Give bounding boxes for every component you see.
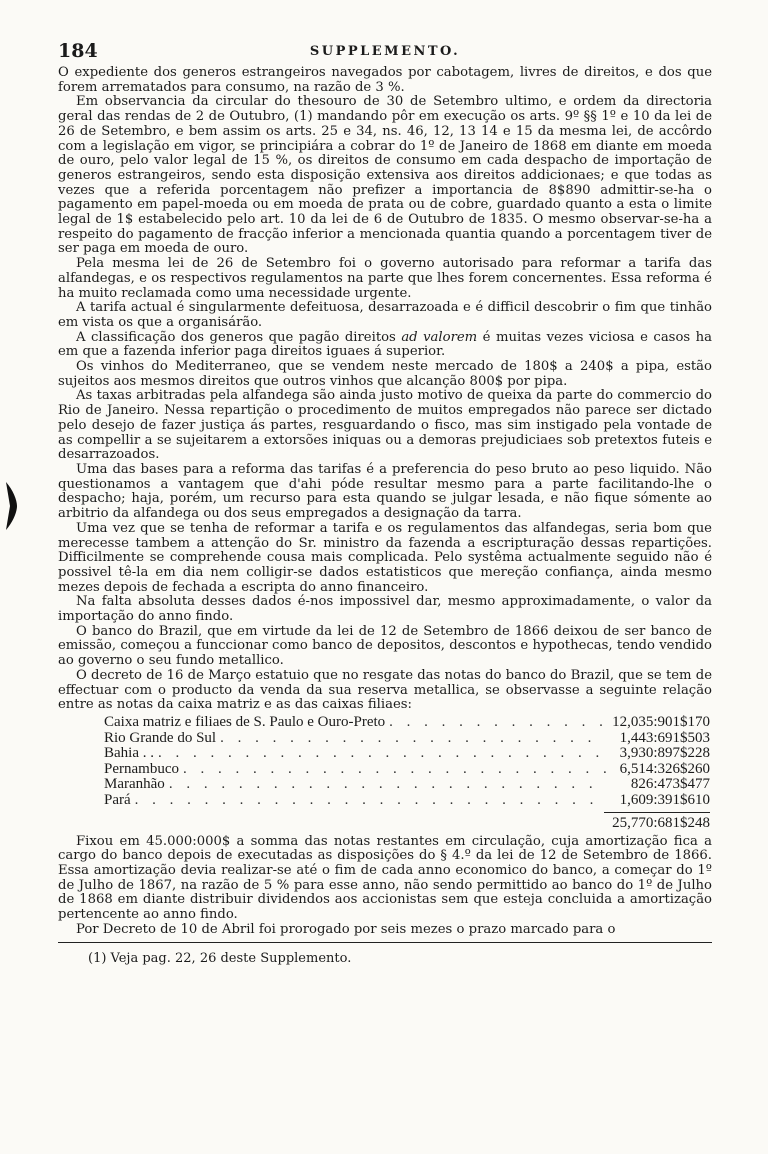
ledger-label: Caixa matriz e filiaes de S. Paulo e Ouro-Preto	[104, 713, 386, 730]
total-rule	[604, 812, 710, 813]
leader-dots	[135, 793, 606, 809]
ledger-table	[104, 715, 710, 832]
ledger-label: Bahia . .	[104, 745, 154, 762]
margin-mark-icon	[4, 480, 18, 532]
footnote: (1) Veja pag. 22, 26 deste Supplemento.	[88, 951, 352, 967]
ledger-label: Rio Grande do Sul	[104, 729, 217, 746]
paragraph: Na falta absoluta desses dados é-nos impossivel dar, mesmo approximadamente, o valor da importação do anno findo.	[58, 594, 712, 625]
paragraph: Por Decreto de 10 de Abril foi prorogado por seis mezes o prazo marcado para o	[76, 921, 616, 937]
paragraph: O banco do Brazil, que em virtude da lei de 12 de Setembro de 1866 deixou de ser banco de emissão, começou a funccionar como banco de depositos, descontos e hypothecas, tendo vendido ao governo o seu fundo metallico.	[58, 623, 712, 669]
footnote-divider	[58, 942, 712, 943]
ledger-amount: 826:473$477	[630, 776, 710, 793]
page-header	[58, 40, 712, 66]
paragraph: O decreto de 16 de Março estatuio que no resgate das notas do banco do Brazil, que se tem de effectuar com o producto da venda da sua reserva metallica, se observasse a seguinte relação entre as notas da caixa matriz e as das caixas filiaes:	[58, 667, 712, 713]
paragraph: Fixou em 45.000:000$ a somma das notas restantes em circulação, cuja amortização fica a cargo do banco depois de executadas as disposições do § 4.º da lei de 12 de Setembro de 1866. Essa amortização devia realizar-se até o fim de cada anno economico do banco, a começar do 1º de Julho de 1867, na razão de 5 % para esse anno, não sendo permittido ao banco do 1º de Julho de 1868 em diante distribuir dividendos aos accionistas sem que esteja concluida a amortização pertencente ao anno findo.	[58, 833, 712, 923]
ledger-amount: 1,609:391$610	[619, 791, 710, 808]
page-number: 184	[58, 40, 98, 62]
ledger-label: Maranhão	[104, 776, 165, 793]
leader-dots	[183, 762, 606, 778]
body-text	[58, 66, 712, 937]
ledger-row	[104, 731, 710, 747]
paragraph-text: é muitas vezes viciosa e casos ha em que a fazenda inferior paga direitos iguaes á superior.	[58, 329, 712, 360]
leader-dots	[158, 746, 606, 762]
paragraph: Em observancia da circular do thesouro de 30 de Setembro ultimo, e ordem da directoria geral das rendas de 2 de Outubro, (1) mandando pôr em execução os arts. 9º §§ 1º e 10 da lei de 26 de Setembro, e bem assim os arts. 25 e 34, ns. 46, 12, 13 14 e 15 da mesma lei, de accôrdo com a legislação em vigor, se principiára a cobrar do 1º de Janeiro de 1868 em diante em moeda de ouro, pelo valor legal de 15 %, os direitos de consumo em cada despacho de importação de generos estrangeiros, sendo esta disposição extensiva aos direitos addicionaes; e que todas as vezes que a referida porcentagem não prefizer a importancia de 8$890 admittir-se-ha o pagamento em papel-moeda ou em moeda de prata ou de cobre, guardado quanto a esta o limite legal de 1$ estabelecido pelo art. 10 da lei de 6 de Outubro de 1835. O mesmo observar-se-ha a respeito do pagamento de fracção inferior a mencionada quantia quando a porcentagem tiver de ser paga em moeda de ouro.	[58, 94, 712, 257]
ledger-total: 25,770:681$248	[612, 814, 710, 831]
paragraph: Pela mesma lei de 26 de Setembro foi o governo autorisado para reformar a tarifa das alfandegas, e os respectivos regulamentos na parte que lhes forem concernentes. Essa reforma é ha muito reclamada como uma necessidade urgente.	[58, 256, 712, 301]
ledger-row	[104, 715, 710, 731]
ledger-amount: 12,035:901$170	[612, 713, 710, 730]
ledger-row	[104, 793, 710, 809]
ledger-amount: 6,514:326$260	[619, 760, 710, 777]
paragraph: Uma das bases para a reforma das tarifas é a preferencia do peso bruto ao peso liquido. Não questionamos a vantagem que d'ahi póde resultar mesmo para a parte facilitando-lhe o despacho; haja, porém, um recurso para esta quando se julgar lesada, e não fique sómente ao arbitrio da alfandega ou dos seus empregados a designação da tarra.	[58, 461, 712, 522]
paragraph-text: A classificação dos generos que pagão direitos	[76, 329, 396, 345]
ledger-amount: 1,443:691$503	[619, 729, 710, 746]
paragraph: Uma vez que se tenha de reformar a tarifa e os regulamentos das alfandegas, seria bom que merecesse tambem a attenção do Sr. ministro da fazenda a escripturação dessas repartições. Difficilmente se comprehende cousa mais complicada. Pelo systêma actualmente seguido não é possivel tê-la em dia nem colligir-se dados estatisticos que mereção confiança, ainda mesmo mezes depois de fechada a escripta do anno financeiro.	[58, 520, 712, 595]
ledger-label: Pernambuco	[104, 760, 179, 777]
ledger-amount: 3,930:897$228	[619, 745, 710, 762]
leader-dots	[389, 715, 606, 731]
latin-term: ad valorem	[401, 329, 478, 345]
ledger-row	[104, 746, 710, 762]
leader-dots	[220, 731, 606, 747]
running-head: SUPPLEMENTO.	[309, 44, 461, 59]
leader-dots	[169, 777, 606, 793]
paragraph: A tarifa actual é singularmente defeituosa, desarrazoada e é difficil descobrir o fim que tinhão em vista os que a organisárão.	[58, 300, 712, 330]
ledger-label: Pará	[104, 791, 131, 808]
page	[58, 40, 712, 966]
ledger-row	[104, 777, 710, 793]
paragraph: Os vinhos do Mediterraneo, que se vendem neste mercado de 180$ a 240$ a pipa, estão sujeitos aos mesmos direitos que outros vinhos que alcanção 800$ por pipa.	[58, 359, 712, 389]
paragraph	[58, 331, 712, 360]
paragraph: O expediente dos generos estrangeiros navegados por cabotagem, livres de direitos, e dos que forem arrematados para consumo, na razão de 3 %.	[58, 65, 712, 95]
paragraph: As taxas arbitradas pela alfandega são ainda justo motivo de queixa da parte do commercio do Rio de Janeiro. Nessa repartição o procedimento de muitos empregados não parece ser dictado pelo desejo de fazer justiça ás partes, resguardando o fisco, mas sim instigado pela vontade de as compellir a se sujeitarem a extorsões iniquas ou a demoras prejudiciaes sob pretextos futeis e desarrazoados.	[58, 388, 712, 463]
ledger-row	[104, 762, 710, 778]
